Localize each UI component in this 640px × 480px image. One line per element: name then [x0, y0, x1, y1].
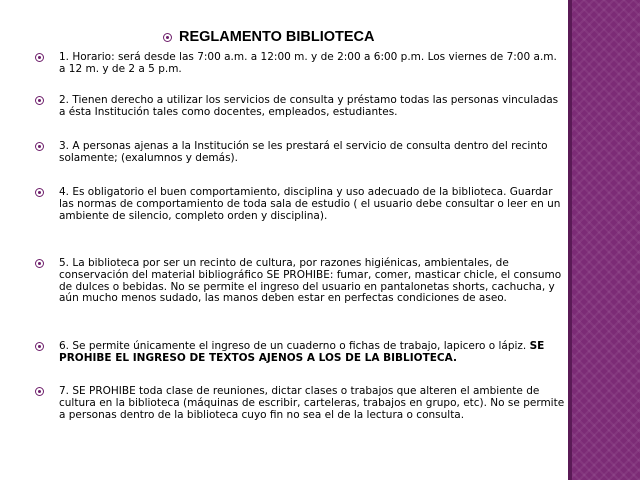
rule-item-3: [35, 141, 565, 165]
rule-text-bold: SE PROHIBE EL INGRESO DE TEXTOS AJENOS A LOS DE LA BIBLIOTECA.: [59, 340, 545, 364]
rule-text: 7. SE PROHIBE toda clase de reuniones, dictar clases o trabajos que alteren el ambiente de cultura en la biblioteca (máquinas de escribir, carteleras, trabajos en grupo, etc). No se permite a personas dentro de la biblioteca cuyo fin no sea el de la lectura o consulta.: [59, 385, 565, 421]
rule-item-5: [35, 258, 565, 305]
rule-item-4: [35, 187, 565, 222]
title-row: [163, 28, 374, 46]
rule-text: 1. Horario: será desde las 7:00 a.m. a 12:00 m. y de 2:00 a 6:00 p.m. Los viernes de 7:00 a.m. a 12 m. y de 2 a 5 p.m.: [59, 51, 557, 75]
rule-text: 3. A personas ajenas a la Institución se les prestará el servicio de consulta dentro del recinto solamente; (exalumnos y demás).: [59, 140, 548, 164]
bullet-icon: [35, 96, 44, 105]
rule-item-6: [35, 341, 565, 365]
rule-text: 5. La biblioteca por ser un recinto de cultura, por razones higiénicas, ambientales, de conservación del material bibliográfico SE PROHIBE: fumar, comer, masticar chicle, el consumo de dulces o bebidas. No se permite el ingreso del usuario en pantalonetas shorts, cachucha, y aún mucho menos sudado, las manos deben estar en perfectas condiciones de aseo.: [59, 257, 562, 305]
rule-item-2: [35, 95, 565, 119]
bullet-icon: [163, 33, 172, 42]
bullet-icon: [35, 342, 44, 351]
page-title: REGLAMENTO BIBLIOTECA: [179, 29, 375, 45]
bullet-icon: [35, 188, 44, 197]
rule-text: [59, 341, 565, 365]
band-pattern: [568, 0, 640, 480]
side-decoration-band: [568, 0, 640, 480]
bullet-icon: [35, 53, 44, 62]
rule-text: 4. Es obligatorio el buen comportamiento, disciplina y uso adecuado de la biblioteca. Guardar las normas de comportamiento de toda sala de estudio ( el usuario debe consultar o leer en un ambiente de silencio, completo orden y disciplina).: [59, 186, 561, 222]
rule-item-7: [35, 386, 565, 421]
rule-text: 2. Tienen derecho a utilizar los servicios de consulta y préstamo todas las personas vinculadas a ésta Institución tales como docentes, empleados, estudiantes.: [59, 94, 559, 118]
bullet-icon: [35, 259, 44, 268]
rule-text-regular: 6. Se permite únicamente el ingreso de un cuaderno o fichas de trabajo, lapicero o lápiz.: [59, 340, 530, 352]
bullet-icon: [35, 387, 44, 396]
rule-item-1: [35, 52, 565, 76]
band-edge: [568, 0, 572, 480]
bullet-icon: [35, 142, 44, 151]
